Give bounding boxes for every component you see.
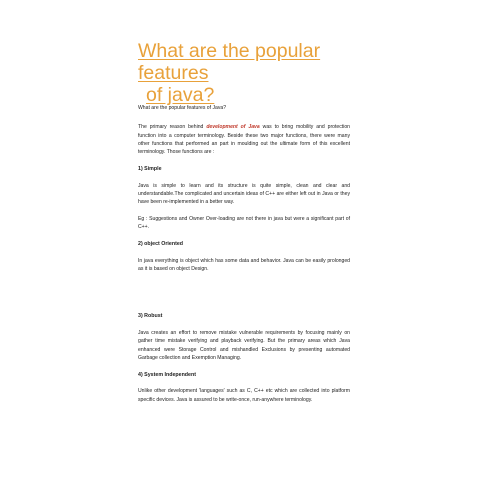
object-oriented-paragraph: In java everything is object which has some data and behavior. Java can be easily prolonged as it is based on object Design. [138, 258, 350, 273]
title-line-1: What are the popular features [138, 40, 321, 84]
robust-paragraph: Java creates an effort to remove mistake vulnerable requirements by focusing mainly on gather time mistake verifying and playback verifying. But the primary areas which Java enhanced were Storage Control and mishandled Exclusions by presenting automated Garbage collection and Exemption Managing. [138, 329, 350, 361]
blank-space [138, 282, 350, 312]
section-heading-simple: 1) Simple [138, 165, 162, 172]
title-line-2: of java? [146, 84, 215, 106]
system-independent-paragraph: Unlike other development 'languages' such as C, C++ etc which are collected into platform specific devices. Java is assured to be write-once, run-anywhere terminology. [138, 388, 350, 403]
section-heading-system-independent: 4) System Independent [138, 371, 196, 378]
document-body [138, 104, 350, 413]
primary-text-before: The primary reason behind [138, 124, 207, 131]
simple-paragraph-2: Eg : Suggestions and Owner Over-loading are not there in java but were a significant part of C++. [138, 216, 350, 231]
simple-paragraph-1: Java is simple to learn and its structure is quite simple, clean and clear and understandable.The complicated and uncertain ideas of C++ are either left out in Java or they have been re-implemented in a better way. [138, 182, 350, 206]
primary-highlight: development of Java [206, 124, 260, 131]
section-heading-object-oriented: 2) object Oriented [138, 241, 184, 248]
primary-paragraph [138, 123, 350, 156]
page-title [138, 40, 358, 106]
primary-text-after: was to bring mobility and protection function into a computer terminology. Beside these two major functions, there were many other functions that performed an part in moulding out the ultimate form of this excellent terminology. Those functions are : [138, 124, 351, 156]
section-heading-robust: 3) Robust [138, 313, 163, 320]
intro-paragraph: What are the popular features of Java? [138, 105, 227, 111]
